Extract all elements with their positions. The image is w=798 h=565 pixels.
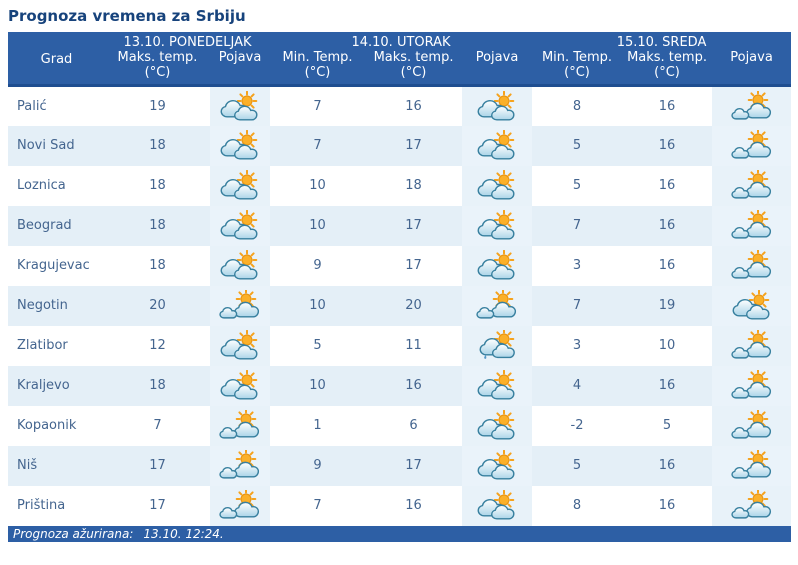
mon-weather-cell	[210, 86, 270, 126]
col-unit: (°C)	[304, 65, 331, 80]
wed-weather-cell	[712, 246, 791, 286]
mostly-sunny-icon	[729, 130, 775, 161]
forecast-table-body	[8, 86, 791, 526]
tue-min-temp-cell: 10	[309, 178, 326, 193]
tue-max-temp-cell: 20	[405, 298, 422, 313]
mostly-sunny-icon	[729, 170, 775, 201]
col-label: Pojava	[730, 50, 773, 65]
col-header-mon-weather	[210, 50, 270, 86]
tue-max-temp-cell: 17	[405, 258, 422, 273]
mon-weather-cell	[210, 286, 270, 326]
wed-weather-cell	[712, 446, 791, 486]
forecast-row	[8, 206, 791, 246]
tue-weather-cell	[462, 486, 532, 526]
wed-min-temp-cell: 7	[572, 218, 582, 233]
wed-max-temp-cell: 16	[658, 498, 676, 513]
forecast-row	[8, 86, 791, 126]
wed-max-temp-cell: 16	[658, 378, 676, 393]
col-unit: (°C)	[400, 65, 427, 80]
city-cell: Beograd	[17, 218, 72, 233]
mon-max-temp-cell: 18	[149, 378, 166, 393]
sun-behind-clouds-icon	[217, 91, 263, 122]
tue-min-temp-cell: 1	[313, 418, 322, 433]
tue-max-temp-cell: 18	[405, 178, 422, 193]
forecast-row	[8, 406, 791, 446]
forecast-row	[8, 446, 791, 486]
city-cell: Kopaonik	[17, 418, 77, 433]
tue-min-temp-cell: 9	[313, 258, 322, 273]
sun-behind-clouds-icon	[474, 490, 520, 521]
sun-behind-clouds-icon	[474, 170, 520, 201]
col-header-wed-max-temp	[622, 50, 712, 86]
mon-max-temp-cell: 17	[149, 458, 166, 473]
tue-weather-cell	[462, 326, 532, 366]
tue-weather-cell	[462, 166, 532, 206]
mon-weather-cell	[210, 206, 270, 246]
col-header-tue-min-temp	[270, 50, 365, 86]
tue-max-temp-cell: 16	[405, 378, 422, 393]
forecast-row	[8, 286, 791, 326]
wed-weather-cell	[712, 166, 791, 206]
tue-max-temp-cell: 17	[405, 138, 422, 153]
wed-min-temp-cell: 8	[572, 98, 582, 114]
mon-weather-cell	[210, 246, 270, 286]
forecast-row	[8, 126, 791, 166]
mostly-sunny-icon	[217, 450, 263, 481]
mon-max-temp-cell: 18	[149, 138, 166, 153]
mon-weather-cell	[210, 166, 270, 206]
wed-min-temp-cell: 3	[572, 338, 582, 353]
col-label: Maks. temp.	[117, 50, 198, 65]
tue-weather-cell	[462, 286, 532, 326]
mostly-sunny-icon	[729, 410, 775, 441]
wed-min-temp-cell: 8	[572, 498, 582, 513]
tue-weather-cell	[462, 366, 532, 406]
wed-weather-cell	[712, 86, 791, 126]
table-header	[8, 32, 791, 86]
wed-min-temp-cell: -2	[570, 418, 584, 433]
day-header-wednesday: 15.10. SREDA	[532, 32, 791, 50]
wed-max-temp-cell: 5	[662, 418, 672, 433]
col-header-tue-weather	[462, 50, 532, 86]
update-status-bar	[8, 526, 791, 542]
wed-min-temp-cell: 5	[572, 178, 582, 193]
tue-max-temp-cell: 11	[405, 338, 422, 353]
sun-behind-clouds-icon	[474, 250, 520, 281]
sun-behind-clouds-icon	[217, 130, 263, 161]
city-cell: Palić	[17, 98, 47, 114]
mon-weather-cell	[210, 486, 270, 526]
col-header-mon-max-temp	[105, 50, 210, 86]
city-cell: Priština	[17, 498, 66, 513]
mon-max-temp-cell: 12	[149, 338, 166, 353]
forecast-table	[8, 32, 791, 526]
forecast-row	[8, 166, 791, 206]
wed-weather-cell	[712, 486, 791, 526]
col-label: Maks. temp.	[627, 50, 707, 65]
mostly-sunny-icon	[729, 450, 775, 481]
mostly-sunny-icon	[729, 490, 775, 521]
tue-max-temp-cell: 16	[405, 98, 422, 114]
mon-max-temp-cell: 19	[149, 98, 166, 114]
tue-max-temp-cell: 6	[409, 418, 418, 433]
page-title: Prognoza vremena za Srbiju	[8, 7, 246, 25]
mon-weather-cell	[210, 446, 270, 486]
wed-weather-cell	[712, 326, 791, 366]
day-header-monday: 13.10. PONEDELJAK	[105, 32, 270, 50]
sun-behind-clouds-icon	[474, 130, 520, 161]
wed-weather-cell	[712, 286, 791, 326]
mon-max-temp-cell: 17	[149, 498, 166, 513]
wed-max-temp-cell: 16	[658, 218, 676, 233]
city-cell: Loznica	[17, 178, 66, 193]
tue-weather-cell	[462, 406, 532, 446]
wed-max-temp-cell: 16	[658, 98, 676, 114]
tue-max-temp-cell: 17	[405, 218, 422, 233]
mon-max-temp-cell: 20	[149, 298, 166, 313]
update-timestamp: 13.10. 12:24.	[143, 526, 224, 541]
sun-behind-clouds-icon	[217, 250, 263, 281]
mon-weather-cell	[210, 366, 270, 406]
city-cell: Niš	[17, 458, 38, 473]
col-label: Min. Temp.	[282, 50, 353, 65]
wed-max-temp-cell: 16	[658, 138, 676, 153]
col-unit: (°C)	[564, 65, 590, 80]
mostly-sunny-icon	[217, 290, 263, 321]
wed-min-temp-cell: 5	[572, 138, 582, 153]
forecast-row	[8, 326, 791, 366]
col-label: Pojava	[475, 50, 519, 65]
col-label: Min. Temp.	[541, 50, 613, 65]
mostly-sunny-icon	[474, 290, 520, 321]
mon-weather-cell	[210, 406, 270, 446]
wed-max-temp-cell: 16	[658, 258, 676, 273]
col-unit: (°C)	[654, 65, 680, 80]
col-header-wed-weather	[712, 50, 791, 86]
sun-behind-clouds-icon	[474, 91, 520, 122]
mon-max-temp-cell: 18	[149, 258, 166, 273]
col-label: Pojava	[218, 50, 262, 65]
city-cell: Zlatibor	[17, 338, 68, 353]
tue-max-temp-cell: 16	[405, 498, 422, 513]
sun-behind-clouds-icon	[217, 370, 263, 401]
mostly-sunny-icon	[729, 210, 775, 241]
tue-min-temp-cell: 7	[313, 98, 322, 114]
forecast-row	[8, 486, 791, 526]
mostly-sunny-icon	[729, 330, 775, 361]
wed-min-temp-cell: 5	[572, 458, 582, 473]
sun-behind-clouds-icon	[217, 210, 263, 241]
sun-behind-clouds-icon	[729, 290, 775, 321]
tue-weather-cell	[462, 246, 532, 286]
sun-behind-clouds-icon	[474, 210, 520, 241]
sun-behind-clouds-icon	[217, 330, 263, 361]
tue-weather-cell	[462, 126, 532, 166]
mon-weather-cell	[210, 326, 270, 366]
mon-max-temp-cell: 7	[153, 418, 162, 433]
mon-max-temp-cell: 18	[149, 218, 166, 233]
mon-weather-cell	[210, 126, 270, 166]
sun-behind-clouds-icon	[474, 450, 520, 481]
tue-weather-cell	[462, 446, 532, 486]
sun-behind-clouds-icon	[474, 370, 520, 401]
col-header-tue-max-temp	[365, 50, 462, 86]
tue-min-temp-cell: 9	[313, 458, 322, 473]
wed-max-temp-cell: 16	[658, 458, 676, 473]
tue-min-temp-cell: 5	[313, 338, 322, 353]
wed-weather-cell	[712, 406, 791, 446]
tue-min-temp-cell: 10	[309, 298, 326, 313]
col-unit: (°C)	[144, 65, 171, 80]
update-label: Prognoza ažurirana:	[13, 526, 134, 541]
forecast-row	[8, 246, 791, 286]
wed-min-temp-cell: 7	[572, 298, 582, 313]
tue-min-temp-cell: 10	[309, 378, 326, 393]
wed-weather-cell	[712, 126, 791, 166]
tue-min-temp-cell: 7	[313, 138, 322, 153]
col-header-wed-min-temp	[532, 50, 622, 86]
mostly-sunny-icon	[729, 370, 775, 401]
col-header-grad: Grad	[8, 32, 105, 86]
wed-max-temp-cell: 16	[658, 178, 676, 193]
mostly-sunny-icon	[729, 91, 775, 122]
city-cell: Kraljevo	[17, 378, 70, 393]
tue-max-temp-cell: 17	[405, 458, 422, 473]
tue-min-temp-cell: 10	[309, 218, 326, 233]
wed-min-temp-cell: 3	[572, 258, 582, 273]
wed-weather-cell	[712, 366, 791, 406]
tue-min-temp-cell: 7	[313, 498, 322, 513]
wed-max-temp-cell: 19	[658, 298, 676, 313]
wed-min-temp-cell: 4	[572, 378, 582, 393]
sun-clouds-light-rain-icon	[474, 330, 520, 361]
mostly-sunny-icon	[217, 410, 263, 441]
forecast-row	[8, 366, 791, 406]
city-cell: Kragujevac	[17, 258, 90, 273]
city-cell: Novi Sad	[17, 138, 75, 153]
wed-max-temp-cell: 10	[658, 338, 676, 353]
tue-weather-cell	[462, 86, 532, 126]
day-header-tuesday: 14.10. UTORAK	[270, 32, 532, 50]
wed-weather-cell	[712, 206, 791, 246]
sun-behind-clouds-icon	[217, 170, 263, 201]
col-label: Maks. temp.	[373, 50, 454, 65]
sun-behind-clouds-icon	[474, 410, 520, 441]
mostly-sunny-icon	[729, 250, 775, 281]
city-cell: Negotin	[17, 298, 68, 313]
mon-max-temp-cell: 18	[149, 178, 166, 193]
tue-weather-cell	[462, 206, 532, 246]
mostly-sunny-icon	[217, 490, 263, 521]
